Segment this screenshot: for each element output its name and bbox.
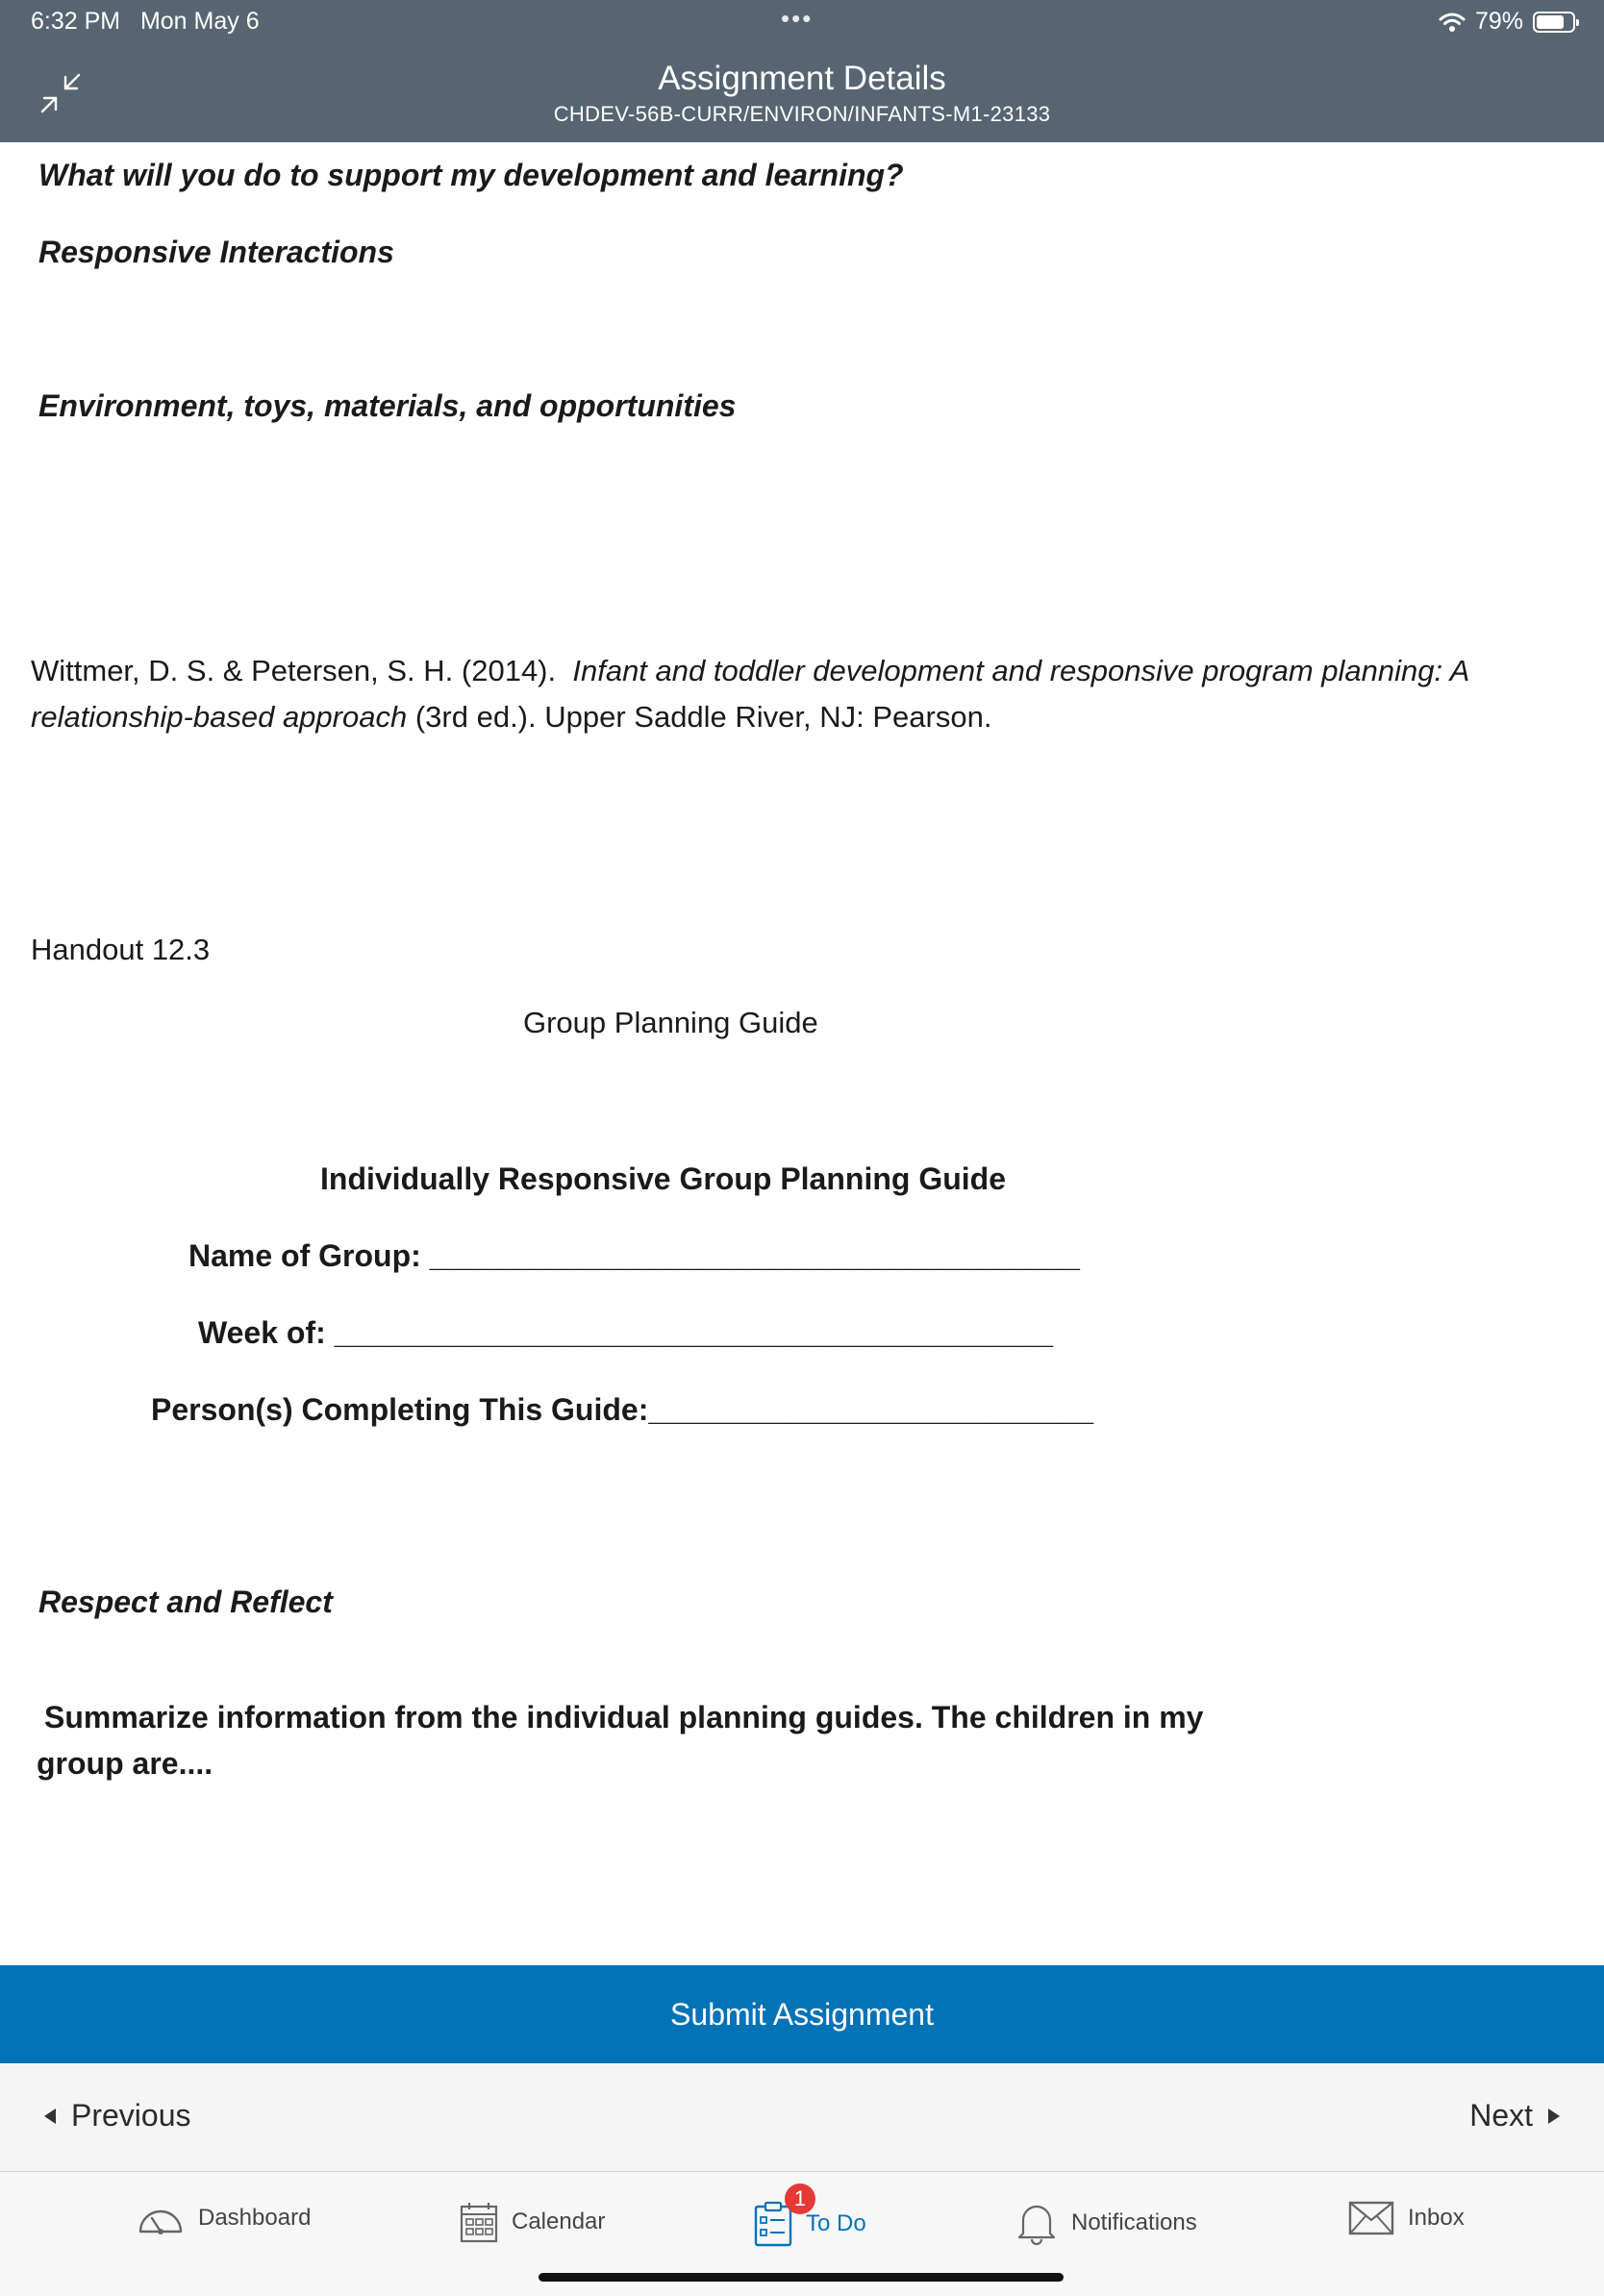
citation-line-2: relationship-based approach (3rd ed.). Upper Saddle River, NJ: Pearson.	[31, 700, 992, 734]
pager	[0, 2063, 1604, 2172]
top-bar	[0, 0, 1604, 142]
mail-icon	[1348, 2201, 1394, 2235]
section-respect-reflect: Respect and Reflect	[38, 1585, 333, 1619]
next-label: Next	[1469, 2098, 1533, 2133]
guide-heading: Individually Responsive Group Planning Guide	[320, 1161, 1006, 1196]
submit-assignment-button[interactable]: Submit Assignment	[0, 1965, 1604, 2063]
page-title: Assignment Details	[658, 60, 946, 97]
group-planning-guide-label: Group Planning Guide	[523, 1006, 818, 1039]
calendar-icon	[460, 2201, 498, 2243]
tab-notifications[interactable]	[1015, 2201, 1197, 2245]
dashboard-icon	[137, 2201, 185, 2235]
next-button[interactable]	[1469, 2098, 1560, 2134]
home-indicator[interactable]	[539, 2273, 1064, 2282]
todo-icon-wrap	[754, 2186, 807, 2247]
tab-todo[interactable]	[754, 2186, 866, 2247]
previous-label: Previous	[71, 2098, 191, 2133]
persons-completing-field: Person(s) Completing This Guide:__________________________	[151, 1392, 1094, 1427]
name-of-group-field: Name of Group: ______________________________________	[188, 1238, 1080, 1273]
summarize-line-2: group are....	[37, 1746, 213, 1781]
multitasking-dots[interactable]: •••	[781, 4, 814, 33]
tab-inbox-label: Inbox	[1408, 2205, 1465, 2231]
bell-icon	[1015, 2201, 1058, 2245]
tab-todo-label: To Do	[806, 2210, 866, 2236]
caret-left-icon	[44, 2109, 56, 2124]
battery-icon	[1533, 12, 1575, 33]
assignment-content[interactable]	[0, 142, 1604, 1965]
tab-calendar-label: Calendar	[512, 2209, 606, 2234]
summarize-line-1: Summarize information from the individual planning guides. The children in my	[44, 1700, 1204, 1734]
citation-line-1: Wittmer, D. S. & Petersen, S. H. (2014). Infant and toddler development and responsive program planning: A	[31, 654, 1470, 687]
question-heading: What will you do to support my development and learning?	[38, 158, 904, 192]
tab-dashboard[interactable]	[137, 2201, 311, 2235]
week-of-field: Week of: __________________________________________	[198, 1315, 1054, 1350]
status-time: 6:32 PM Mon May 6	[31, 8, 260, 35]
tab-notifications-label: Notifications	[1071, 2209, 1197, 2235]
todo-badge: 1	[785, 2184, 815, 2214]
section-environment: Environment, toys, materials, and opportunities	[38, 388, 737, 423]
tab-calendar[interactable]	[460, 2201, 605, 2243]
caret-right-icon	[1548, 2109, 1560, 2124]
course-code: CHDEV-56B-CURR/ENVIRON/INFANTS-M1-23133	[553, 102, 1051, 126]
tab-inbox[interactable]	[1348, 2201, 1465, 2235]
previous-button[interactable]	[44, 2098, 191, 2134]
tab-dashboard-label: Dashboard	[198, 2205, 312, 2231]
section-responsive-interactions: Responsive Interactions	[38, 235, 394, 269]
status-right	[1439, 8, 1575, 36]
battery-percent: 79%	[1474, 8, 1523, 35]
handout-label: Handout 12.3	[31, 933, 211, 966]
wifi-icon	[1439, 12, 1466, 33]
